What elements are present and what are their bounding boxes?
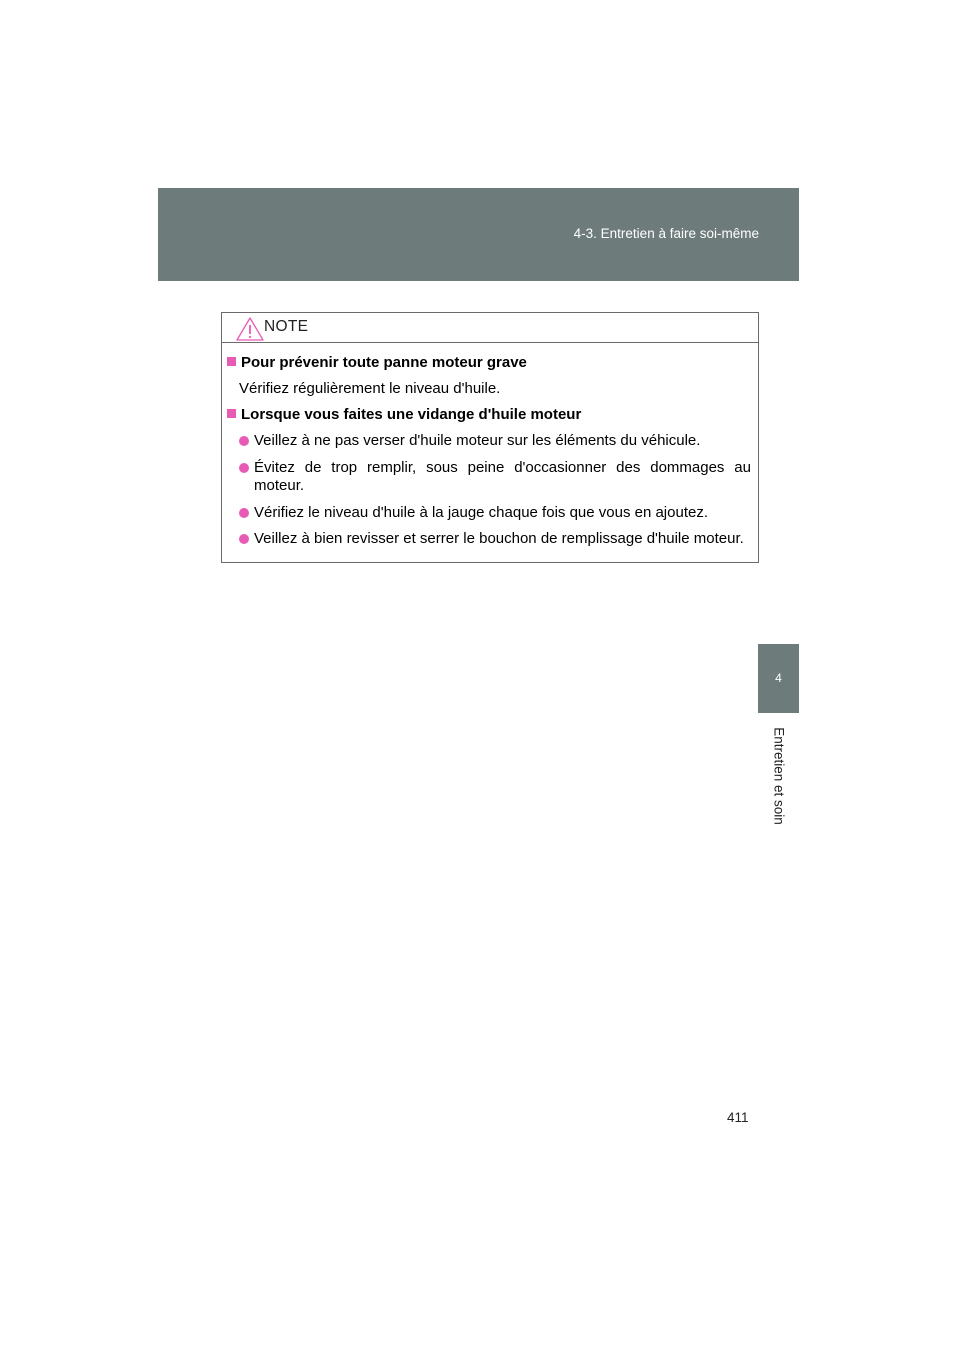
heading-text: Lorsque vous faites une vidange d'huile moteur: [241, 406, 582, 423]
square-bullet-icon: [227, 357, 236, 366]
note-heading-1: [227, 354, 527, 372]
list-item: [239, 504, 751, 522]
round-bullet-icon: [239, 463, 249, 473]
note-header: [222, 313, 758, 343]
header-band: [158, 188, 799, 281]
warning-triangle-icon: [235, 316, 265, 342]
list-item-text-line: moteur.: [254, 477, 305, 494]
list-item: [239, 459, 751, 495]
square-bullet-icon: [227, 409, 236, 418]
chapter-tab: [758, 644, 799, 713]
chapter-number: 4: [775, 671, 782, 685]
heading-text: Pour prévenir toute panne moteur grave: [241, 354, 527, 371]
round-bullet-icon: [239, 436, 249, 446]
list-item-text: Vérifiez le niveau d'huile à la jauge chaque fois que vous en ajoutez.: [254, 504, 709, 521]
note-title: NOTE: [264, 318, 309, 335]
note-box: [221, 312, 759, 563]
section-title: 4-3. Entretien à faire soi-même: [573, 226, 759, 241]
list-item-text: Veillez à bien revisser et serrer le bouchon de remplissage d'huile moteur.: [254, 530, 744, 547]
chapter-label: Entretien et soin: [771, 727, 787, 825]
list-item-text-line: Évitez de trop remplir, sous peine d'occasionner des dommages au: [254, 459, 751, 476]
list-item-text: Veillez à ne pas verser d'huile moteur sur les éléments du véhicule.: [254, 432, 701, 449]
chapter-label-container: [751, 720, 807, 832]
note-paragraph: Vérifiez régulièrement le niveau d'huile.: [239, 380, 501, 397]
list-item: [239, 432, 751, 450]
round-bullet-icon: [239, 508, 249, 518]
page-number: 411: [727, 1110, 749, 1125]
list-item: [239, 530, 751, 548]
round-bullet-icon: [239, 534, 249, 544]
list-item-text: [254, 459, 751, 495]
note-heading-2: [227, 406, 581, 424]
